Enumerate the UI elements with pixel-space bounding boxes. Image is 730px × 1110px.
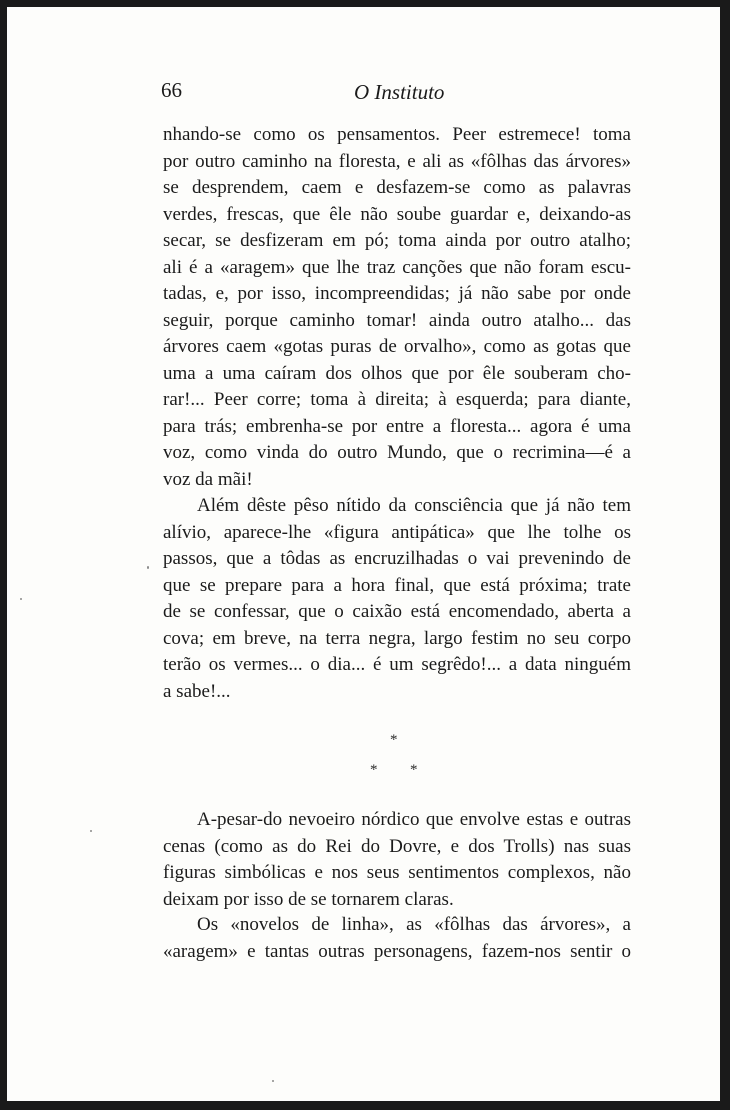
scan-speck <box>20 598 22 600</box>
text-line: de se confessar, que o caixão está encomendado, aberta a <box>163 601 631 622</box>
text-line: A-pesar-do nevoeiro nórdico que envolve estas e outras <box>197 809 631 830</box>
text-line: nhando-se como os pensamentos. Peer estremece! toma <box>163 124 631 145</box>
text-line: verdes, frescas, que êle não soube guardar e, deixando-as <box>163 203 631 225</box>
text-line: cova; em breve, na terra negra, largo festim no seu corpo <box>163 627 631 649</box>
paragraph-4 <box>163 912 631 965</box>
paragraph-2 <box>163 493 631 705</box>
text-line: deixam por isso de se tornarem claras. <box>163 888 454 910</box>
text-line: tadas, e, por isso, incompreendidas; já não sabe por onde <box>163 283 631 304</box>
text-line: cenas (como as do Rei do Dovre, e dos Trolls) nas suas <box>163 835 631 857</box>
text-line: voz, como vinda do outro Mundo, que o recrimina—é a <box>163 442 631 463</box>
paragraph-1 <box>163 122 631 493</box>
running-title: O Instituto <box>354 80 445 104</box>
text-line: Os «novelos de linha», as «fôlhas das árvores», a <box>197 914 631 935</box>
text-line: ali é a «aragem» que lhe traz canções que não foram escu- <box>163 256 631 278</box>
scan-speck <box>90 830 92 832</box>
scan-speck <box>147 566 149 569</box>
scan-speck <box>272 1080 274 1082</box>
text-line: por outro caminho na floresta, e ali as «fôlhas das árvores» <box>163 150 631 172</box>
asterisk: * <box>390 732 398 748</box>
text-line: para trás; embrenha-se por entre a floresta... agora é uma <box>163 415 631 437</box>
asterisk: * <box>370 762 378 778</box>
text-line: Além dêste pêso nítido da consciência que já não tem <box>197 495 631 516</box>
text-line: se desprendem, caem e desfazem-se como as palavras <box>163 177 631 198</box>
text-line: alívio, aparece-lhe «figura antipática» que lhe tolhe os <box>163 521 631 543</box>
text-line: passos, que a tôdas as encruzilhadas o vai prevenindo de <box>163 548 631 569</box>
asterisk: * <box>410 762 418 778</box>
text-line: seguir, porque caminho tomar! ainda outro atalho... das <box>163 309 631 331</box>
text-line: a sabe!... <box>163 680 231 702</box>
text-line: terão os vermes... o dia... é um segrêdo!... a data ninguém <box>163 654 631 675</box>
text-line: «aragem» e tantas outras personagens, fazem-nos sentir o <box>163 940 631 962</box>
text-line: que se prepare para a hora final, que está próxima; trate <box>163 574 631 596</box>
text-line: figuras simbólicas e nos seus sentimentos complexos, não <box>163 862 631 883</box>
paragraph-3 <box>163 807 631 913</box>
page-header <box>161 78 631 108</box>
text-line: secar, se desfizeram em pó; toma ainda por outro atalho; <box>163 230 631 251</box>
page-number: 66 <box>161 78 182 102</box>
text-line: voz da mãi! <box>163 468 253 490</box>
text-line: rar!... Peer corre; toma à direita; à esquerda; para diante, <box>163 389 631 410</box>
text-line: uma a uma caíram dos olhos que por êle souberam cho- <box>163 362 631 384</box>
text-line: árvores caem «gotas puras de orvalho», como as gotas que <box>163 336 631 357</box>
